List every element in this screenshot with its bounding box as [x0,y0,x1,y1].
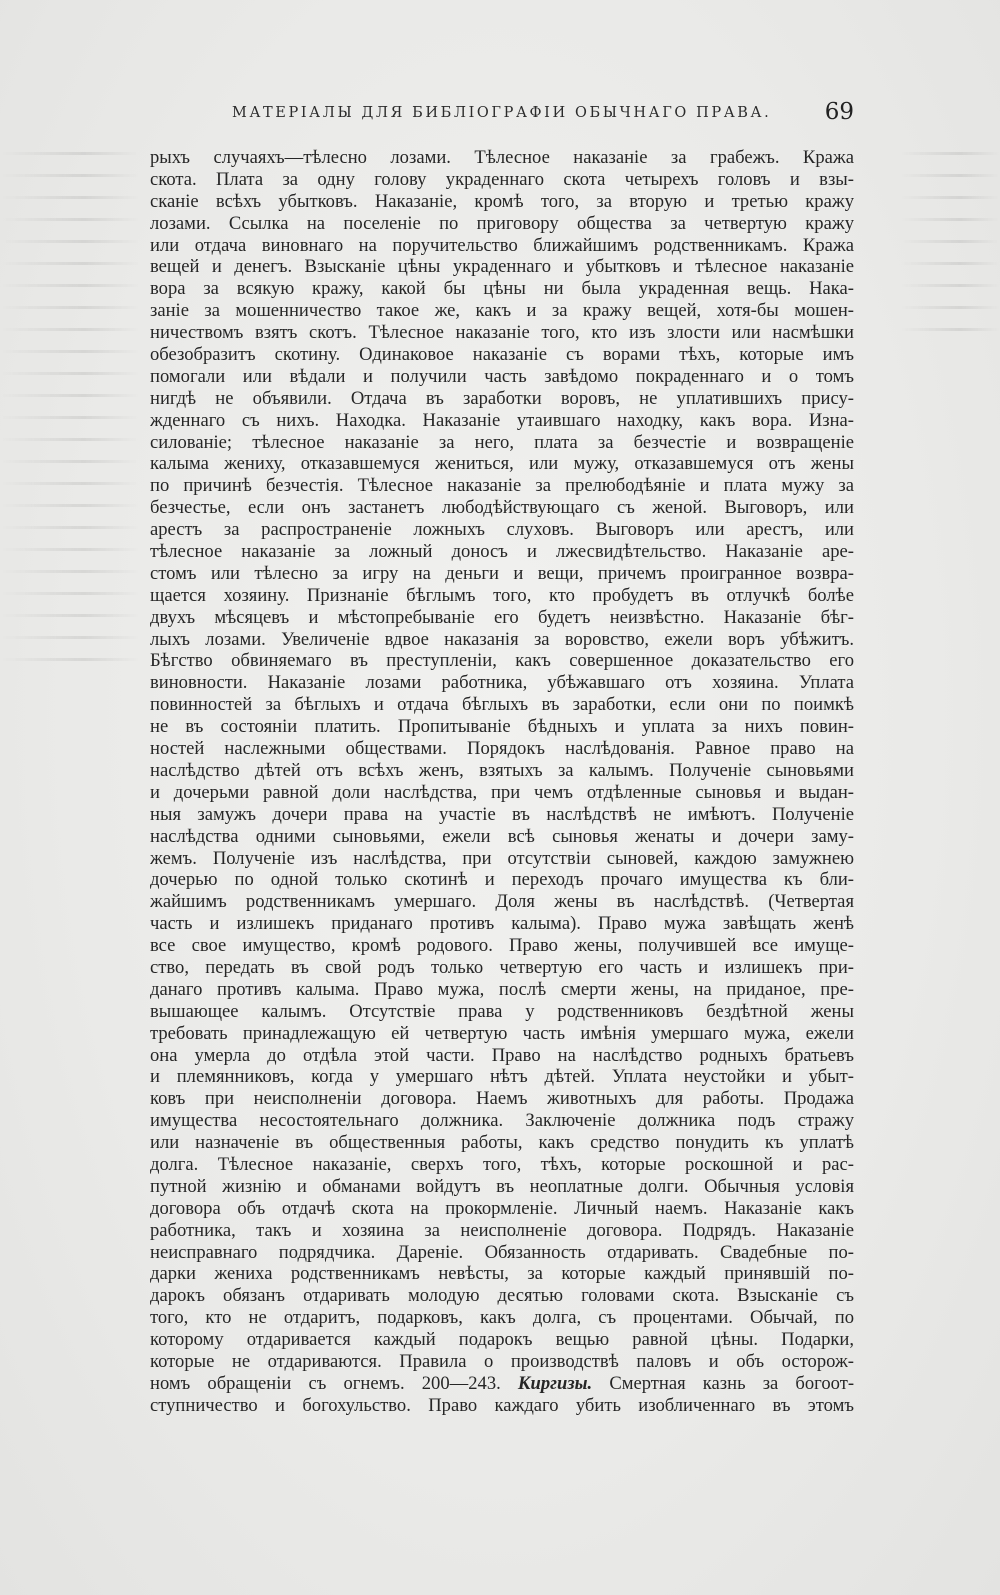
text-line: дарокъ обязанъ отдаривать молодую десятью головами скота. Взысканіе съ [150,1285,854,1307]
text-line: нигдѣ не объявили. Отдача въ заработки воровъ, не уплатившихъ прису- [150,387,854,409]
text-line: силованіе; тѣлесное наказаніе за него, плата за безчестіе и возвращеніе [150,431,854,453]
text-segment: номъ обращеніи съ огнемъ. 200—243. [150,1372,501,1394]
text-line: скота. Плата за одну голову украденнаго скота четырехъ головъ и взы- [150,168,854,190]
text-line: вора за всякую кражу, какой бы цѣны ни была украденная вещь. Нака- [150,278,854,300]
text-line: требовать принадлежащую ей четвертую часть имѣнія умершаго мужа, ежели [150,1022,854,1044]
text-line: вышающее калымъ. Отсутствіе права у родственниковъ бездѣтной жены [150,1000,854,1022]
bleed-through-right [900,140,1000,340]
text-line: и дочерьми равной доли наслѣдства, при чемъ отдѣленные сыновья и выдан- [150,781,854,803]
text-line: рыхъ случаяхъ—тѣлесно лозами. Тѣлесное наказаніе за грабежъ. Кража [150,147,854,168]
text-line: долга. Тѣлесное наказаніе, сверхъ того, тѣхъ, которые роскошной и рас- [150,1153,854,1175]
body-text [150,147,854,1417]
text-line: калыма жениху, отказавшемуся жениться, или мужу, отказавшемуся отъ жены [150,453,854,475]
text-line: по причинѣ безчестія. Тѣлесное наказаніе за прелюбодѣяніе и плата мужу за [150,475,854,497]
text-line: ступничество и богохульство. Право каждаго убить изобличеннаго въ этомъ [150,1394,854,1416]
text-line: дарки жениха родственникамъ невѣсты, за которые каждый принявшій по- [150,1263,854,1285]
text-line: жайшимъ родственникамъ умершаго. Доля жены въ наслѣдствѣ. (Четвертая [150,891,854,913]
text-line: ничествомъ взятъ скотъ. Тѣлесное наказаніе того, кто изъ злости или насмѣшки [150,322,854,344]
text-line: лыхъ лозами. Увеличеніе вдвое наказанія за воровство, ежели воръ убѣжитъ. [150,628,854,650]
text-line: которому отдаривается каждый подарокъ вещью равной цѣны. Подарки, [150,1329,854,1351]
text-line: двухъ мѣсяцевъ и мѣстопребываніе его будетъ неизвѣстно. Наказаніе бѣг- [150,606,854,628]
text-line: имущества несостоятельнаго должника. Заключеніе должника подъ стражу [150,1110,854,1132]
text-line: жемъ. Полученіе изъ наслѣдства, при отсутствіи сыновей, каждою замужнею [150,847,854,869]
text-line: виновности. Наказаніе лозами работника, убѣжавшаго отъ хозяина. Уплата [150,672,854,694]
text-line: помогали или вѣдали и получили часть завѣдомо покраденнаго и о томъ [150,365,854,387]
text-line: работника, такъ и хозяина за неисполненіе договора. Подрядъ. Наказаніе [150,1219,854,1241]
italic-heading-kirgizy: Киргизы. [517,1372,593,1394]
text-line: она умерла до отдѣла этой части. Право на наслѣдство родныхъ братьевъ [150,1044,854,1066]
text-line: лозами. Ссылка на поселеніе по приговору общества за четвертую кражу [150,212,854,234]
bleed-through-left [0,140,140,680]
text-line: договора объ отдачѣ скота на прокормленіе. Личный наемъ. Наказаніе какъ [150,1197,854,1219]
text-line: ство, передать въ свой родъ только четвертую его часть и излишекъ при- [150,956,854,978]
text-line: стомъ или тѣлесно за игру на деньги и вещи, причемъ проигранное возвра- [150,562,854,584]
text-line: ностей наслежными обществами. Порядокъ наслѣдованія. Равное право на [150,738,854,760]
text-line: путной жизнію и обманами войдутъ въ неоплатные долги. Обычныя условія [150,1175,854,1197]
text-line: часть и излишекъ приданаго противъ калыма). Право мужа завѣщать женѣ [150,913,854,935]
text-line: обезобразитъ скотину. Одинаковое наказаніе съ ворами тѣхъ, которые имъ [150,344,854,366]
text-line-mixed [150,1373,854,1395]
text-line: неисправнаго подрядчика. Дареніе. Обязанность отдаривать. Свадебные по- [150,1241,854,1263]
text-line: тѣлесное наказаніе за ложный доносъ и лжесвидѣтельство. Наказаніе аре- [150,541,854,563]
text-line: дочерью по одной только скотинѣ и переходъ прочаго имущества къ бли- [150,869,854,891]
text-line: наслѣдство дѣтей отъ всѣхъ женъ, взятыхъ за калымъ. Полученіе сыновьями [150,759,854,781]
text-line: арестъ за распространеніе ложныхъ слуховъ. Выговоръ или арестъ, или [150,519,854,541]
running-title: МАТЕРІАЛЫ ДЛЯ БИБЛІОГРАФІИ ОБЫЧНАГО ПРАВА. [232,105,772,121]
text-line: повинностей за бѣглыхъ и отдача бѣглыхъ въ заработки, если они по поимкѣ [150,694,854,716]
text-segment: Смертная казнь за богоот- [592,1372,854,1394]
text-line: Бѣгство обвиняемаго въ преступленіи, какъ совершенное доказательство его [150,650,854,672]
text-line: жденнаго съ нихъ. Находка. Наказаніе утаившаго находку, какъ вора. Изна- [150,409,854,431]
text-line: ныя замужъ дочери права на участіе въ наслѣдствѣ не имѣютъ. Полученіе [150,803,854,825]
text-line: сканіе всѣхъ убытковъ. Наказаніе, кромѣ того, за вторую и третью кражу [150,190,854,212]
text-line: вещей и денегъ. Взысканіе цѣны украденнаго и убытковъ и тѣлесное наказаніе [150,256,854,278]
text-line: все свое имущество, кромѣ родового. Право жены, получившей все имуще- [150,935,854,957]
text-line: или отдача виновнаго на поручительство ближайшимъ родственникамъ. Кража [150,234,854,256]
text-line: и племянниковъ, когда у умершаго нѣтъ дѣтей. Уплата неустойки и убыт- [150,1066,854,1088]
text-line: того, кто не отдаритъ, подарковъ, какъ долга, съ процентами. Обычай, по [150,1307,854,1329]
text-line: данаго противъ калыма. Право мужа, послѣ смерти жены, на приданое, пре- [150,978,854,1000]
text-line: заніе за мошенничество такое же, какъ и за кражу вещей, хотя-бы мошен- [150,300,854,322]
text-line: которые не отдариваются. Правила о производствѣ паловъ и объ осторож- [150,1350,854,1372]
text-line: безчестье, если онъ застанетъ любодѣйствующаго съ женой. Выговоръ, или [150,497,854,519]
text-line: щается хозяину. Признаніе бѣглымъ того, кто пробудетъ въ отлучкѣ болѣе [150,584,854,606]
text-line: наслѣдства одними сыновьями, ежели всѣ сыновья женаты и дочери заму- [150,825,854,847]
text-line: не въ состояніи платить. Пропитываніе бѣдныхъ и уплата за нихъ повин- [150,716,854,738]
page-header [150,99,854,131]
page-number: 69 [824,99,854,125]
text-line: ковъ при неисполненіи договора. Наемъ животныхъ для работы. Продажа [150,1088,854,1110]
text-line: или назначеніе въ общественныя работы, какъ средство понудить къ уплатѣ [150,1132,854,1154]
